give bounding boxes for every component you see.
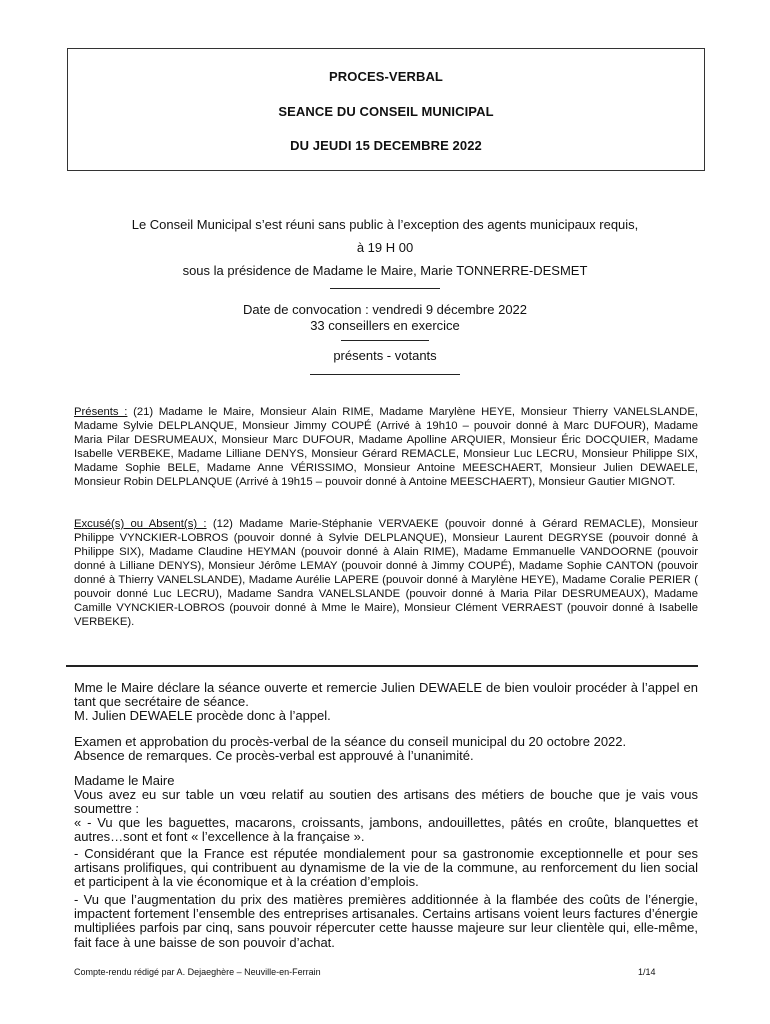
- excuses-label: Excusé(s) ou Absent(s) :: [74, 518, 207, 530]
- speaker-label: Madame le Maire: [74, 773, 175, 788]
- body-paragraph-2b: Absence de remarques. Ce procès-verbal est approuvé à l’unanimité.: [74, 748, 474, 763]
- divider-small: [60, 288, 710, 289]
- body-paragraph-1b: M. Julien DEWAELE procède donc à l’appel.: [74, 708, 331, 723]
- body-paragraph-2: Examen et approbation du procès-verbal de la séance du conseil municipal du 20 octobre 2022.: [74, 734, 627, 749]
- document-title: PROCES-VERBAL: [329, 69, 443, 84]
- presents-text: (21) Madame le Maire, Monsieur Alain RIME, Madame Marylène HEYE, Monsieur Thierry VANELSLANDE, Madame Sylvie DELPLANQUE, Monsieur Jimmy COUPÉ (Arrivé à 19h10 – pouvoir donné à Marc DUFOUR), Madame Maria Pilar DESRUMEAUX, Monsieur Marc DUFOUR, Madame Apolline ARQUIER, Monsieur Éric DOCQUIER, Madame Isabelle VERBEKE, Madame Lilliane DENYS, Monsieur Gérard REMACLE, Monsieur Luc LECRU, Monsieur Philippe SIX, Madame Sophie BELE, Madame Anne VÉRISSIMO, Monsieur Antoine MEESCHAERT, Monsieur Julien DEWAELE, Monsieur Robin DELPLANQUE (Arrivé à 19h15 – pouvoir donné à Antoine MEESCHAERT), Monsieur Gautier MIGNOT.: [74, 406, 699, 488]
- conseillers-count: 33 conseillers en exercice: [310, 318, 460, 333]
- presents-label: Présents :: [74, 406, 128, 418]
- footer-credit: Compte-rendu rédigé par A. Dejaeghère – Neuville-en-Ferrain: [74, 967, 321, 977]
- convocation-date: Date de convocation : vendredi 9 décembre 2022: [242, 302, 528, 317]
- body-paragraph-1: Mme le Maire déclare la séance ouverte et remercie Julien DEWAELE de bien vouloir procéder à l’appel en tant que secrétaire de séance.: [74, 680, 698, 710]
- intro-line-3: sous la présidence de Madame le Maire, Marie TONNERRE-DESMET: [182, 263, 588, 278]
- divider-small-2: [60, 340, 710, 341]
- body-paragraph-4: « - Vu que les baguettes, macarons, croissants, jambons, andouillettes, pâtés en croûte, blanquettes et autres…sont et font « l’excellence à la française ».: [74, 815, 698, 845]
- body-paragraph-3: Vous avez eu sur table un vœu relatif au soutien des artisans des métiers de bouche que je vais vous soumettre :: [74, 787, 698, 817]
- document-subtitle: SEANCE DU CONSEIL MUNICIPAL: [278, 104, 494, 119]
- presents-votants: présents - votants: [333, 348, 437, 363]
- page-number: 1/14: [638, 967, 656, 977]
- body-paragraph-6: - Vu que l’augmentation du prix des matières premières additionnée à la flambée des coûts de l’énergie, impactent fortement l’ensemble des entreprises artisanales. Certains artisans voient leurs factures d’énergie multipliées parfois par cinq, sans pouvoir répercuter cette hausse majeure sur leur clientèle qui, elle-même, fait face à une baisse de son pouvoir d’achat.: [74, 892, 698, 950]
- intro-line-2: à 19 H 00: [356, 240, 414, 255]
- excuses-text: (12) Madame Marie-Stéphanie VERVAEKE (pouvoir donné à Gérard REMACLE), Monsieur Philippe VYNCKIER-LOBROS (pouvoir donné à Sylvie DELPLANQUE), Monsieur Laurent DEGRYSE (pouvoir donné à Philippe SIX), Madame Claudine HEYMAN (pouvoir donné à Alain RIME), Madame Emmanuelle VANDOORNE (pouvoir donné à Lilliane DENYS), Monsieur Jérôme LEMAY (pouvoir donné à Jimmy COUPÉ), Madame Sophie CANTON (pouvoir donné à Thierry VANELSLANDE), Madame Aurélie LAPERE (pouvoir donné à Marylène HEYE), Madame Coralie PERIER ( pouvoir donné Luc LECRU), Madame Sandra VANELSLANDE (pouvoir donné à Maria Pilar DESRUMEAUX), Madame Camille VYNCKIER-LOBROS (pouvoir donné à Mme le Maire), Monsieur Clément VERRAEST (pouvoir donné à Isabelle VERBEKE).: [74, 518, 698, 628]
- excuses-paragraph: [74, 517, 698, 629]
- divider-small-3: [60, 374, 710, 375]
- body-paragraph-5: - Considérant que la France est réputée mondialement pour sa gastronomie exceptionnelle et pour ses artisans prolifiques, qui contribuent au dynamisme de la vie de la commune, au renforcement du lien social et participent à la vie économique et à la création d’emplois.: [74, 846, 698, 890]
- section-divider: [66, 665, 698, 667]
- presents-paragraph: [74, 405, 698, 489]
- intro-line-1: Le Conseil Municipal s’est réuni sans public à l’exception des agents municipaux requis,: [131, 217, 639, 232]
- title-box: [67, 48, 705, 171]
- session-date: DU JEUDI 15 DECEMBRE 2022: [290, 138, 482, 153]
